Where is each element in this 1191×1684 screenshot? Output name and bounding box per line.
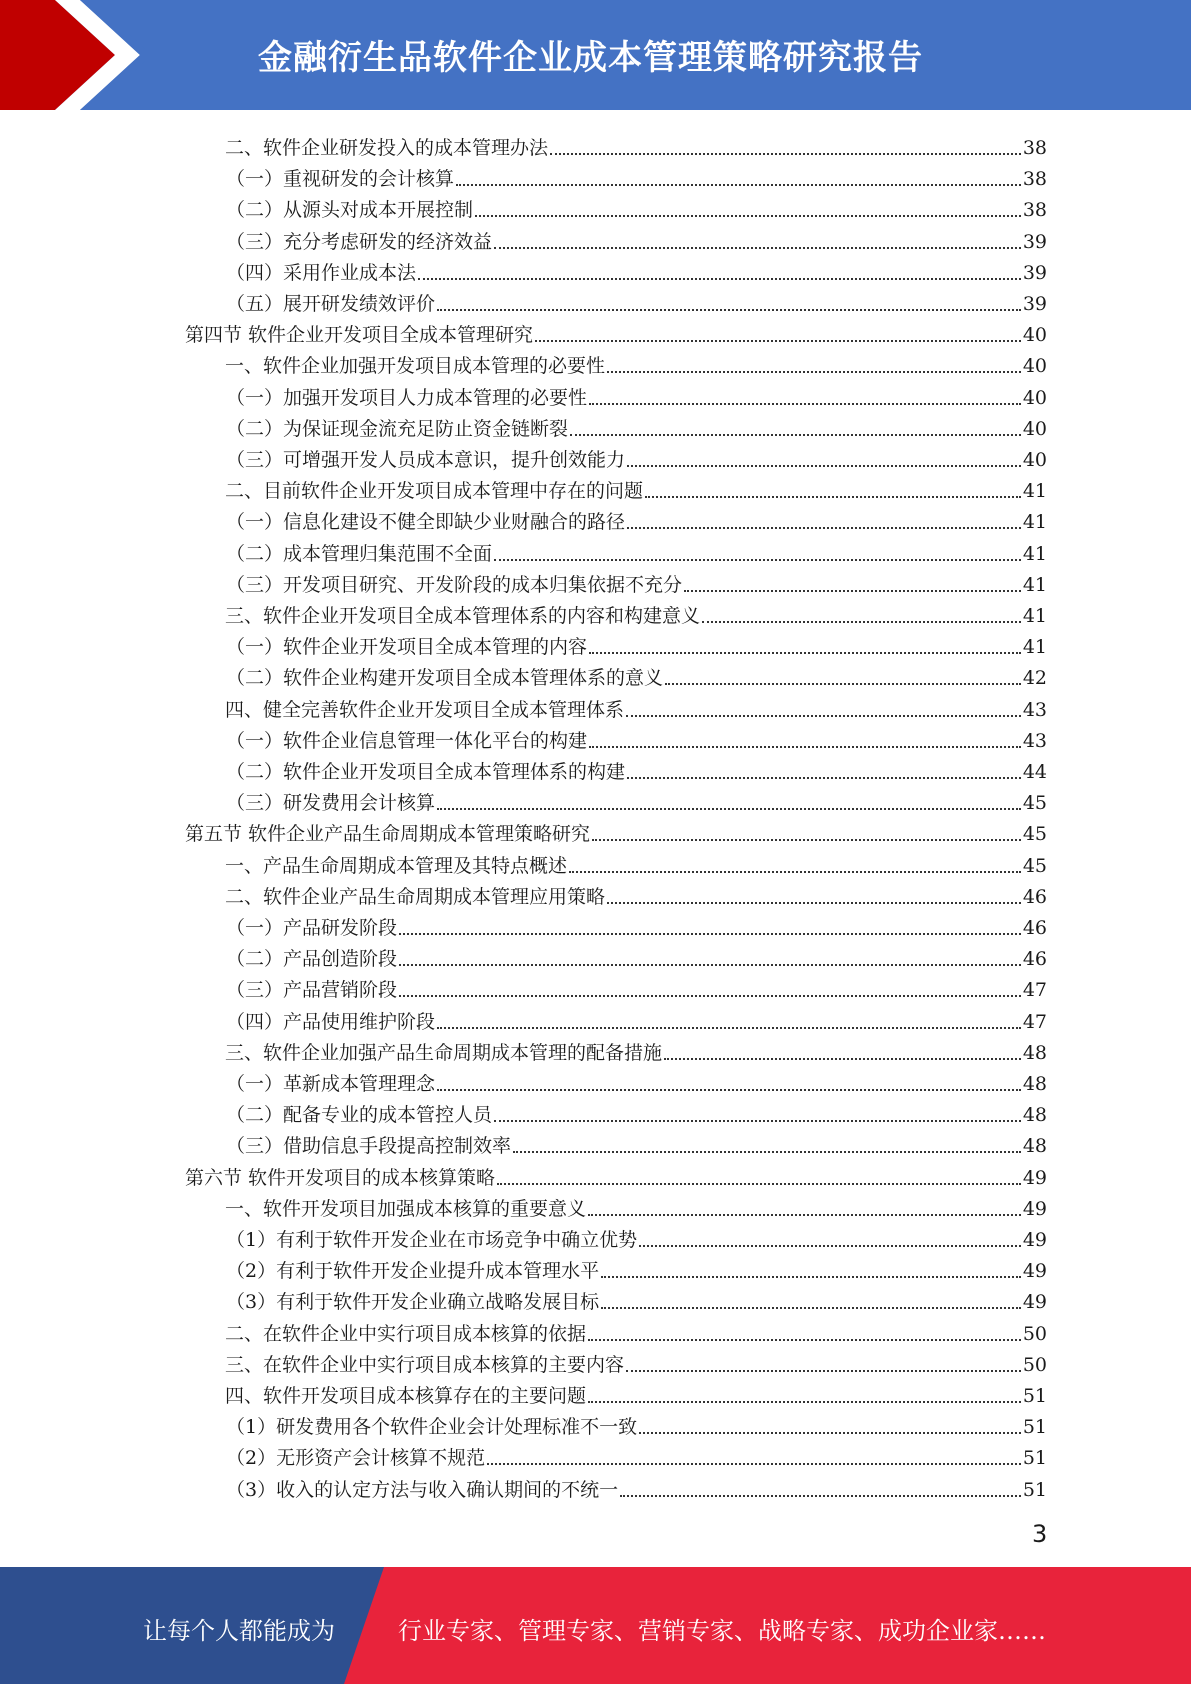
toc-entry-page: 41 [1022,573,1047,596]
toc-entry[interactable] [226,908,1047,939]
toc-entry-label: （3）收入的认定方法与收入确认期间的不统一 [226,1478,619,1501]
toc-entry[interactable] [226,440,1047,471]
toc-entry[interactable] [225,1376,1047,1407]
toc-entry-page: 40 [1022,386,1047,409]
toc-leader-dots [399,932,1021,935]
toc-entry[interactable] [226,1064,1047,1095]
toc-entry-page: 40 [1022,324,1047,347]
toc-entry-label: （1）研发费用各个软件企业会计处理标准不一致 [226,1416,638,1439]
toc-entry-label: 三、在软件企业中实行项目成本核算的主要内容 [225,1353,625,1376]
toc-leader-dots [437,308,1021,311]
toc-entry-page: 40 [1022,449,1047,471]
toc-entry-label: 二、在软件企业中实行项目成本核算的依据 [225,1322,587,1345]
toc-entry[interactable] [226,970,1047,1001]
toc-entry-label: （一）软件企业开发项目全成本管理的内容 [226,636,588,659]
toc-leader-dots [627,526,1021,529]
toc-entry[interactable] [185,315,1047,346]
toc-entry-page: 51 [1022,1385,1047,1407]
toc-entry-page: 46 [1022,885,1047,908]
toc-leader-dots [437,1088,1021,1091]
toc-entry-page: 39 [1022,261,1047,284]
toc-leader-dots [592,838,1021,841]
toc-entry-page: 48 [1022,1104,1047,1127]
toc-entry-page: 39 [1022,293,1047,315]
toc-entry-label: （2）有利于软件开发企业提升成本管理水平 [226,1260,600,1283]
page-number: 3 [1032,1520,1048,1548]
toc-entry[interactable] [226,1407,1047,1438]
toc-entry-label: （一）革新成本管理理念 [226,1073,436,1095]
toc-leader-dots [513,1150,1021,1153]
toc-entry[interactable] [226,222,1047,253]
toc-entry-label: 二、软件企业产品生命周期成本管理应用策略 [225,885,606,908]
toc-leader-dots [437,1026,1021,1029]
toc-entry-page: 48 [1022,1041,1047,1064]
toc-entry-label: （三）研发费用会计核算 [226,792,436,815]
toc-entry-label: （二）从源头对成本开展控制 [226,199,474,222]
toc-entry[interactable] [226,1095,1047,1126]
toc-leader-dots [645,495,1021,498]
toc-leader-dots [494,246,1021,249]
toc-leader-dots [626,714,1021,717]
toc-entry-page: 45 [1022,854,1047,877]
toc-entry-label: 第五节 软件企业产品生命周期成本管理策略研究 [185,823,591,846]
toc-entry-label: （一）加强开发项目人力成本管理的必要性 [226,386,588,409]
toc-entry-label: 二、目前软件企业开发项目成本管理中存在的问题 [225,480,644,503]
toc-entry-page: 43 [1022,729,1047,752]
toc-entry-page: 44 [1022,761,1047,783]
toc-entry[interactable] [225,346,1047,377]
toc-entry[interactable] [226,1251,1047,1282]
toc-entry[interactable] [226,284,1047,315]
toc-entry-page: 41 [1022,542,1047,565]
toc-entry-page: 38 [1022,199,1047,222]
toc-leader-dots [589,745,1021,748]
toc-leader-dots [494,558,1021,561]
toc-entry-page: 41 [1022,605,1047,627]
toc-entry-page: 51 [1022,1416,1047,1439]
toc-entry[interactable] [225,846,1047,877]
report-title: 金融衍生品软件企业成本管理策略研究报告 [258,38,923,78]
toc-entry-page: 48 [1022,1073,1047,1095]
toc-entry-page: 49 [1022,1197,1047,1220]
toc-entry-page: 38 [1022,137,1047,159]
footer-banner [0,1567,1191,1684]
toc-entry-label: （三）产品营销阶段 [226,979,398,1002]
toc-entry-label: （二）软件企业构建开发项目全成本管理体系的意义 [226,667,664,690]
toc-entry-label: （二）软件企业开发项目全成本管理体系的构建 [226,761,626,783]
toc-leader-dots [589,651,1021,654]
toc-leader-dots [588,1213,1021,1216]
toc-leader-dots [639,1431,1021,1434]
toc-entry-page: 48 [1022,1135,1047,1158]
toc-entry-label: （二）产品创造阶段 [226,948,398,971]
toc-leader-dots [589,402,1021,405]
toc-leader-dots [626,1369,1021,1372]
toc-entry[interactable] [226,1002,1047,1033]
toc-entry-page: 41 [1022,636,1047,659]
toc-leader-dots [535,339,1021,342]
toc-entry-label: （四）产品使用维护阶段 [226,1010,436,1033]
toc-entry[interactable] [185,1158,1047,1189]
toc-entry-label: （二）成本管理归集范围不全面 [226,542,493,565]
toc-entry-page: 40 [1022,417,1047,440]
toc-entry[interactable] [226,1126,1047,1157]
toc-entry-label: （三）借助信息手段提高控制效率 [226,1135,512,1158]
toc-entry[interactable] [226,627,1047,658]
toc-entry-page: 42 [1022,667,1047,690]
toc-leader-dots [601,1306,1021,1309]
toc-leader-dots [627,464,1021,467]
toc-leader-dots [418,277,1021,280]
toc-entry[interactable] [226,1438,1047,1469]
toc-entry-label: （三）可增强开发人员成本意识，提升创效能力 [226,449,626,471]
toc-entry-label: 二、软件企业研发投入的成本管理办法 [225,137,549,159]
toc-entry-page: 39 [1022,230,1047,253]
toc-entry[interactable] [185,814,1047,845]
toc-entry-page: 47 [1022,1010,1047,1033]
toc-entry-label: （四）采用作业成本法 [226,261,417,284]
toc-entry-page: 47 [1022,979,1047,1002]
toc-entry[interactable] [226,658,1047,689]
toc-entry[interactable] [226,565,1047,596]
toc-entry-label: 一、产品生命周期成本管理及其特点概述 [225,854,568,877]
toc-entry[interactable] [226,752,1047,783]
toc-entry-label: （一）重视研发的会计核算 [226,168,455,191]
toc-leader-dots [399,963,1021,966]
toc-leader-dots [570,433,1021,436]
toc-entry-label: （3）有利于软件开发企业确立战略发展目标 [226,1291,600,1314]
toc-leader-dots [684,589,1021,592]
toc-entry-page: 49 [1022,1229,1047,1251]
toc-entry-label: 三、软件企业加强产品生命周期成本管理的配备措施 [225,1041,663,1064]
toc-entry[interactable] [225,471,1047,502]
toc-entry-label: 一、软件企业加强开发项目成本管理的必要性 [225,355,606,378]
toc-entry-page: 50 [1022,1353,1047,1376]
toc-leader-dots [620,1494,1021,1497]
header-banner [0,0,1191,110]
toc-leader-dots [399,994,1021,997]
toc-entry[interactable] [226,1470,1047,1501]
toc-entry-page: 41 [1022,511,1047,534]
toc-entry-page: 49 [1022,1166,1047,1189]
toc-entry-page: 45 [1022,823,1047,846]
toc-entry-page: 41 [1022,480,1047,503]
toc-leader-dots [550,152,1021,155]
toc-entry-label: （2）无形资产会计核算不规范 [226,1447,486,1470]
toc-leader-dots [437,807,1021,810]
toc-entry[interactable] [226,721,1047,752]
toc-entry[interactable] [225,690,1047,721]
toc-entry-label: （五）展开研发绩效评价 [226,293,436,315]
toc-entry-page: 46 [1022,917,1047,939]
toc-leader-dots [569,870,1021,873]
toc-entry-label: （三）开发项目研究、开发阶段的成本归集依据不充分 [226,573,683,596]
footer-slogan-left: 让每个人都能成为 [143,1617,335,1645]
toc-entry-page: 45 [1022,792,1047,815]
toc-entry-page: 49 [1022,1291,1047,1314]
toc-entry-page: 43 [1022,698,1047,721]
toc-leader-dots [627,776,1021,779]
toc-entry-label: 三、软件企业开发项目全成本管理体系的内容和构建意义 [225,605,701,627]
toc-entry-page: 40 [1022,355,1047,378]
toc-entry[interactable] [226,409,1047,440]
toc-entry[interactable] [226,783,1047,814]
toc-entry-label: （二）配备专业的成本管控人员 [226,1104,493,1127]
toc-leader-dots [664,1057,1021,1060]
toc-entry-label: 一、软件开发项目加强成本核算的重要意义 [225,1197,587,1220]
toc-entry[interactable] [225,1314,1047,1345]
toc-entry[interactable] [226,190,1047,221]
footer-slogan-right: 行业专家、管理专家、营销专家、战略专家、成功企业家…… [398,1617,1046,1645]
toc-entry-label: （一）软件企业信息管理一体化平台的构建 [226,729,588,752]
toc-entry[interactable] [226,1220,1047,1251]
toc-entry[interactable] [226,378,1047,409]
toc-entry-label: 四、软件开发项目成本核算存在的主要问题 [225,1385,587,1407]
toc-entry-label: 第六节 软件开发项目的成本核算策略 [185,1166,496,1189]
toc-entry-label: 四、健全完善软件企业开发项目全成本管理体系 [225,698,625,721]
toc-entry[interactable] [225,596,1047,627]
toc-entry[interactable] [226,159,1047,190]
toc-leader-dots [475,214,1021,217]
toc-entry[interactable] [225,1345,1047,1376]
toc-entry-page: 50 [1022,1322,1047,1345]
toc-entry-page: 46 [1022,948,1047,971]
toc-entry-label: （一）信息化建设不健全即缺少业财融合的路径 [226,511,626,534]
toc-entry-label: （二）为保证现金流充足防止资金链断裂 [226,417,569,440]
toc-leader-dots [665,682,1021,685]
toc-entry-page: 38 [1022,168,1047,191]
toc-entry[interactable] [226,1282,1047,1313]
toc-leader-dots [639,1244,1021,1247]
toc-entry[interactable] [225,877,1047,908]
toc-leader-dots [456,183,1021,186]
toc-entry[interactable] [226,502,1047,533]
toc-entry-page: 51 [1022,1478,1047,1501]
toc-entry-label: （一）产品研发阶段 [226,917,398,939]
toc-leader-dots [607,370,1021,373]
toc-leader-dots [588,1338,1021,1341]
toc-leader-dots [588,1400,1021,1403]
toc-entry-label: 第四节 软件企业开发项目全成本管理研究 [185,324,534,347]
toc-leader-dots [601,1275,1021,1278]
toc-entry[interactable] [226,534,1047,565]
toc-leader-dots [497,1182,1021,1185]
toc-entry[interactable] [226,253,1047,284]
toc-entry[interactable] [225,1189,1047,1220]
toc-entry-label: （三）充分考虑研发的经济效益 [226,230,493,253]
toc-leader-dots [487,1462,1021,1465]
toc-entry-page: 51 [1022,1447,1047,1470]
toc-entry-label: （1）有利于软件开发企业在市场竞争中确立优势 [226,1229,638,1251]
toc-entry[interactable] [226,939,1047,970]
toc-leader-dots [494,1119,1021,1122]
toc-leader-dots [702,620,1021,623]
toc-entry[interactable] [225,128,1047,159]
toc-leader-dots [607,901,1021,904]
toc-entry-page: 49 [1022,1260,1047,1283]
toc-entry[interactable] [225,1033,1047,1064]
